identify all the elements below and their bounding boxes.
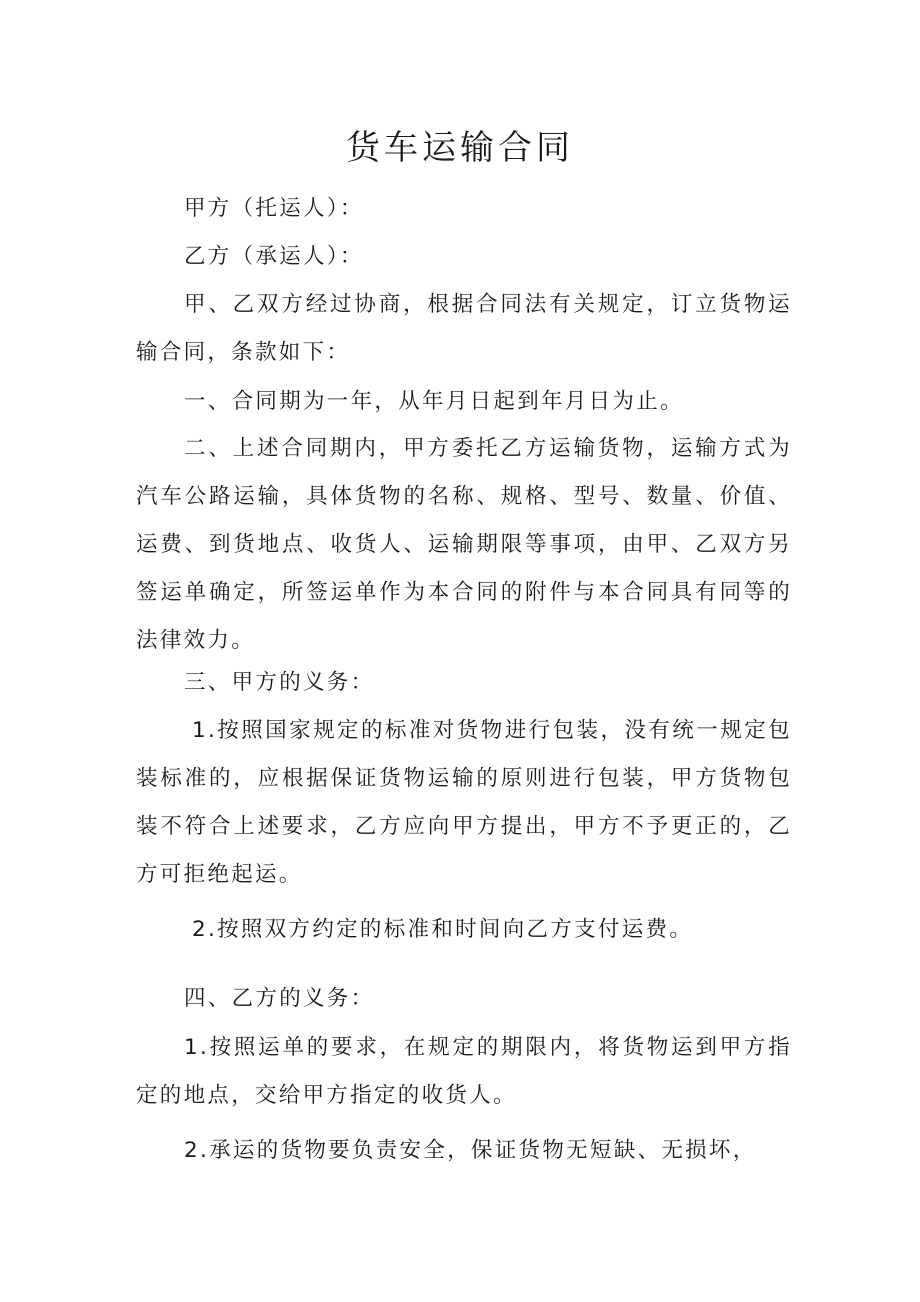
party-b-line: 乙方（承运人）： — [184, 244, 364, 269]
clause-3-heading: 三、甲方的义务： — [184, 670, 375, 695]
clause-4-heading: 四、乙方的义务： — [184, 986, 375, 1011]
clause-3-item-1: 1.按照国家规定的标准对货物进行包装，没有统一规定包装标准的，应根据保证货物运输的原则进行包装，甲方货物包装不符合上述要求，乙方应向甲方提出，甲方不予更正的，乙方可拒绝起运。 — [136, 718, 792, 887]
clause-4-item-1: 1.按照运单的要求，在规定的期限内，将货物运到甲方指定的地点，交给甲方指定的收货人。 — [136, 1035, 792, 1108]
clause-3-item-2: 2.按照双方约定的标准和时间向乙方支付运费。 — [192, 917, 694, 942]
clause-1: 一、合同期为一年，从年月日起到年月日为止。 — [184, 389, 684, 414]
intro-paragraph: 甲、乙双方经过协商，根据合同法有关规定，订立货物运输合同，条款如下： — [136, 292, 792, 365]
clause-4-item-2: 2.承运的货物要负责安全，保证货物无短缺、无损坏， — [184, 1138, 757, 1163]
clause-2: 二、上述合同期内，甲方委托乙方运输货物，运输方式为汽车公路运输，具体货物的名称、规格、型号、数量、价值、运费、到货地点、收货人、运输期限等事项，由甲、乙双方另签运单确定，所签运单作为本合同的附件与本合同具有同等的法律效力。 — [136, 436, 792, 653]
document-title: 货车运输合同 — [346, 128, 574, 168]
party-a-line: 甲方（托运人）： — [184, 196, 364, 221]
